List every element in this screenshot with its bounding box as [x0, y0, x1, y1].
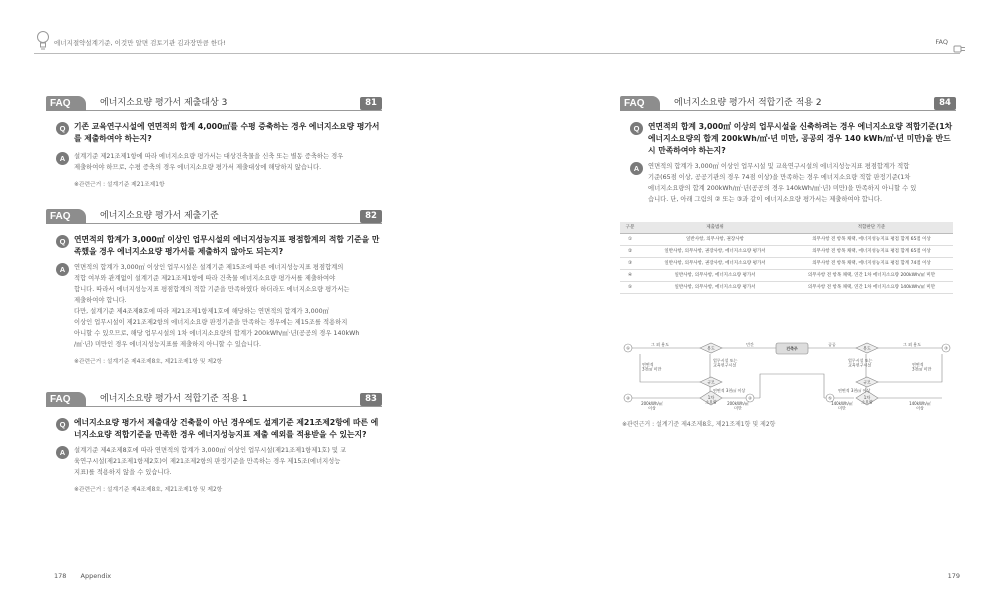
faq-81	[46, 95, 382, 188]
other-use-right: 그 외 용도	[903, 342, 921, 347]
right-branch-label: 공공	[828, 342, 836, 347]
table-cell: 의무사항 전 항목 채택, 에너지성능지표 평점 합계 65점 이상	[790, 245, 953, 257]
table-row	[620, 281, 953, 293]
faq-tag: FAQ	[46, 209, 86, 224]
reference-note: ※관련근거 : 설계기준 제4조제8호, 제21조제1항 및 제2항	[622, 421, 776, 428]
table-cell: 의무사항 전 항목 채택, 연간 1차 에너지소요량 140kWh/㎡ 미만	[790, 281, 953, 293]
outcome-5: ⑤	[828, 395, 832, 401]
faq-number: 82	[360, 210, 382, 223]
faq-number: 81	[360, 97, 382, 110]
energy-node-left: 1차 소요량	[705, 395, 717, 405]
area-over-right: 연면적 3천㎡ 이상	[838, 388, 871, 393]
answer-block	[46, 262, 382, 365]
faq-title: 에너지소요량 평가서 제출기준	[100, 211, 219, 221]
faq-84	[620, 95, 956, 205]
faq-title: 에너지소요량 평가서 제출대상 3	[100, 98, 228, 108]
table-cell: 일반사항, 의무사항, 에너지소요량 평가서	[640, 281, 790, 293]
left-branch-label: 민간	[746, 342, 754, 347]
q-badge: Q	[56, 235, 69, 248]
energy-node-right: 1차 소요량	[861, 395, 873, 405]
faq-82	[46, 208, 382, 365]
q-badge: Q	[630, 122, 643, 135]
page-number: 178	[54, 572, 67, 580]
faq-tag: FAQ	[620, 96, 660, 111]
threshold-right-a: 140kWh/㎡ 미만	[831, 401, 853, 411]
area-under-right: 연면적 3천㎡ 미만	[912, 362, 932, 372]
start-node: 건축주	[786, 346, 798, 351]
reference-note: ※관련근거 : 설계기준 제4조제8호, 제21조제1항 및 제2항	[74, 359, 223, 365]
use-node-right: 용도	[863, 345, 871, 351]
question-text: 연면적의 합계 3,000㎡ 이상의 업무시설을 신축하려는 경우 에너지소요량 적합기준(1차 에너지소요량의 합계 200kWh/㎡·년 미만, 공공의 경우 140 kWh/㎡·년 미만)을 반드시 만족하여야 하는지?	[648, 122, 953, 155]
header-rule	[34, 53, 500, 54]
answer-text: 연면적의 합계가 3,000㎡ 이상인 업무시설은 설계기준 제15조에 따른 에너지성능지표 평점합계의 적합 여부와 관계없이 설계기준 제21조제1항에 따라 건축물 에너지소요량 평가서를 제출하여야 합니다. 따라서 에너지성능지표 평점합계의 적합 기준을 만족하였다 하더라도 에너지소요량 평가서는 제출하여야 합니다. 다만, 설계기준 제4조제8호에 따라 제21조제1항제1호에 해당하는 연면적의 합계가 3,000㎡ 이상인 업무시설이 제21조제2항의 에너지소요량 판정기준을 만족하는 경우에는 제15조를 적용하지 아니할 수 있으므로, 해당 업무시설의 1차 에너지소요량의 합계가 200kWh/㎡·년(공공의 경우 140kWh /㎡·년) 미만인 경우 에너지성능지표를 제출하지 아니할 수 있습니다.	[74, 264, 360, 348]
table-cell: 일반사항, 의무사항, 에너지소요량 평가서	[640, 269, 790, 281]
faq-bar	[46, 208, 382, 224]
threshold-left-a: 200kWh/㎡ 이상	[641, 401, 663, 411]
use-node-left: 용도	[707, 345, 715, 351]
decision-flowchart	[620, 342, 955, 414]
answer-text: 설계기준 제4조제8호에 따라 연면적의 합계가 3,000㎡ 이상인 업무시설(제21조제1항제1호) 및 교 육연구시설(제21조제1항제2호)이 제21조제2항의 판정기준을 만족하는 경우 제15조(에너지성능 지표)를 적용하지 않을 수 있습니다.	[74, 447, 347, 476]
table-cell: ②	[620, 245, 640, 257]
running-header: 에너지절약설계기준, 이것만 알면 검토기관 김과장만큼 한다!	[54, 39, 226, 47]
question-block	[620, 121, 956, 157]
faq-bar	[46, 95, 382, 111]
table-cell: ③	[620, 257, 640, 269]
answer-block	[46, 151, 382, 188]
running-header: FAQ	[935, 38, 948, 46]
area-under-left: 연면적 3천㎡ 미만	[642, 362, 662, 372]
table-header: 적합판단 기준	[790, 222, 953, 233]
answer-text: 설계기준 제21조제1항에 따라 에너지소요량 평가서는 대상건축물을 신축 또는 별동 증축하는 경우 제출하여야 하므로, 수평 증축의 경우 에너지소요량 평가서 제출대상에 해당하지 않습니다.	[74, 153, 344, 171]
office-edu-right: 업무시설 또는 교육연구시설	[848, 358, 873, 368]
a-badge: A	[56, 152, 69, 165]
table-cell: 일반사항, 의무사항, 권장사항, 에너지소요량 평가서	[640, 257, 790, 269]
table-header: 제출범위	[640, 222, 790, 233]
table-cell: 일반사항, 의무사항, 권장사항, 에너지소요량 평가서	[640, 245, 790, 257]
threshold-left-b: 200kWh/㎡ 미만	[727, 401, 749, 411]
question-text: 에너지소요량 평가서 제출대상 건축물이 아닌 경우에도 설계기준 제21조제2항에 따른 에너지소요량 적합기준을 만족한 경우 에너지성능지표 제출 예외를 적용받을 수 있는지?	[74, 418, 379, 439]
table-cell: 일반사항, 의무사항, 권장사항	[640, 233, 790, 245]
question-block	[46, 234, 382, 258]
table-cell: ④	[620, 269, 640, 281]
scale-node-left: 규모	[707, 379, 715, 385]
lightbulb-icon	[36, 30, 50, 50]
faq-number: 84	[934, 97, 956, 110]
table-cell: 의무사항 전 항목 채택, 에너지성능지표 평점 합계 65점 이상	[790, 233, 953, 245]
faq-bar	[46, 391, 382, 407]
answer-block	[620, 161, 956, 205]
table-row	[620, 233, 953, 245]
question-block	[46, 121, 382, 145]
faq-bar	[620, 95, 956, 111]
header-rule	[500, 53, 960, 54]
page-number: 179	[947, 572, 960, 580]
outcome-2: ②	[626, 395, 630, 401]
faq-title: 에너지소요량 평가서 적합기준 적용 1	[100, 394, 248, 404]
table-cell: 의무사항 전 항목 채택, 연간 1차 에너지소요량 200kWh/㎡ 미만	[790, 269, 953, 281]
outcome-4: ④	[748, 395, 752, 401]
reference-note: ※관련근거 : 설계기준 제4조제8호, 제21조제1항 및 제2항	[74, 487, 223, 493]
page-footer	[54, 572, 111, 580]
question-text: 기존 교육연구시설에 연면적의 합계 4,000㎡를 수평 증축하는 경우 에너지소요량 평가서를 제출하여야 하는지?	[74, 122, 380, 143]
table-cell: 의무사항 전 항목 채택, 에너지성능지표 평점 합계 74점 이상	[790, 257, 953, 269]
threshold-right-b: 140kWh/㎡ 이상	[909, 401, 931, 411]
flow-connectors	[632, 348, 942, 398]
question-block	[46, 417, 382, 441]
table-cell: ①	[620, 233, 640, 245]
q-badge: Q	[56, 122, 69, 135]
outcome-3: ③	[944, 345, 948, 351]
table-row	[620, 245, 953, 257]
area-over-left: 연면적 3천㎡ 이상	[713, 388, 746, 393]
outcome-1: ①	[626, 345, 630, 351]
faq-number: 83	[360, 393, 382, 406]
answer-text: 연면적의 합계가 3,000㎡ 이상인 업무시설 및 교육연구시설의 에너지성능지표 평점합계가 적합 기준(65점 이상, 공공기관의 경우 74점 이상)을 만족하는 경우 에너지소요량 적합 판정기준(1차 에너지소요량의 합계 200kWh/㎡·년(공공의 경우 140kWh/㎡·년) 미만)을 만족하지 아니할 수 있 습니다. 단, 아래 그림의 ② 또는 ③과 같이 에너지소요량 평가서는 제출하여야 합니다.	[648, 163, 917, 203]
a-badge: A	[630, 162, 643, 175]
right-page	[500, 0, 1000, 611]
question-text: 연면적의 합계가 3,000㎡ 이상인 업무시설의 에너지성능지표 평점합계의 적합 기준을 만족했을 경우 에너지소요량 평가서를 제출하지 않아도 되는지?	[74, 235, 380, 256]
section-label: Appendix	[80, 572, 112, 580]
faq-tag: FAQ	[46, 392, 86, 407]
criteria-table	[620, 222, 953, 294]
reference-note: ※관련근거 : 설계기준 제21조제1항	[74, 182, 165, 188]
faq-title: 에너지소요량 평가서 적합기준 적용 2	[674, 98, 822, 108]
table-row	[620, 257, 953, 269]
faq-tag: FAQ	[46, 96, 86, 111]
other-use-left: 그 외 용도	[651, 342, 669, 347]
table-row	[620, 269, 953, 281]
scale-node-right: 규모	[863, 379, 871, 385]
a-badge: A	[56, 446, 69, 459]
office-edu-left: 업무시설 또는 교육연구시설	[713, 358, 738, 368]
faq-83	[46, 391, 382, 493]
answer-block	[46, 445, 382, 493]
q-badge: Q	[56, 418, 69, 431]
table-cell: ⑤	[620, 281, 640, 293]
a-badge: A	[56, 263, 69, 276]
table-header: 구분	[620, 222, 640, 233]
table-header-row	[620, 222, 953, 233]
